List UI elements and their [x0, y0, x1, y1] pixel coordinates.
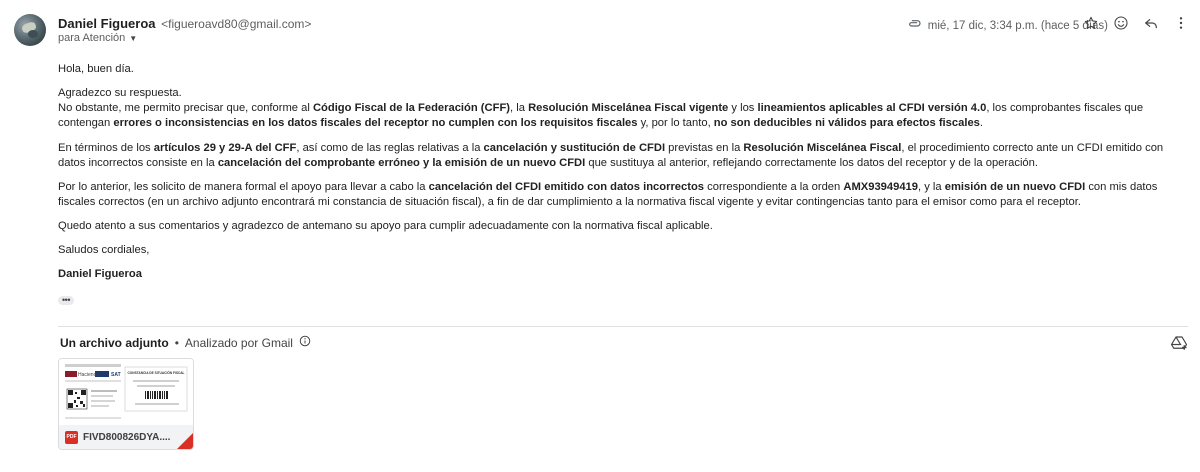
text-run: y los [728, 102, 758, 114]
more-vert-icon[interactable] [1170, 12, 1192, 34]
show-trimmed-content-button[interactable]: ••• [58, 296, 74, 305]
attachment-icon [906, 16, 922, 35]
bold-text: AMX93949419 [843, 181, 918, 193]
text-run: No obstante, me permito precisar que, conforme al [58, 102, 313, 114]
sender-avatar[interactable] [14, 14, 46, 46]
attachment-thumbnail [59, 359, 193, 425]
attachments-header [60, 335, 311, 350]
paragraph-3 [58, 180, 1168, 210]
thumb-brand-2: SAT [111, 372, 121, 378]
pdf-corner-fold-icon [177, 433, 193, 449]
divider [58, 326, 1188, 327]
bold-text: cancelación y sustitución de CFDI [483, 142, 666, 154]
sender-line [58, 16, 311, 31]
message-meta [906, 16, 1108, 35]
bold-text: Resolución Miscelánea Fiscal vigente [528, 102, 729, 114]
sender-name[interactable]: Daniel Figueroa [58, 16, 156, 31]
reply-icon[interactable] [1140, 12, 1162, 34]
attachment-name-bar [59, 425, 193, 449]
message-date: mié, 17 dic, 3:34 p.m. (hace 5 días) [927, 19, 1108, 32]
text-run: con mis datos fiscales correctos (en un archivo adjunto encontrará mi constancia de situación fiscal), a fin de dar cumplimiento a la normativa fiscal vigente y evitar contingencias tanto para el emisor como para el receptor. [58, 181, 1158, 208]
text-run: , la [510, 102, 529, 114]
closing: Saludos cordiales, [58, 244, 150, 256]
paragraph-2 [58, 141, 1168, 171]
recipient-line: para Atención [58, 32, 126, 44]
paragraph-1 [58, 102, 1143, 129]
thumb-title: CONSTANCIA DE SITUACIÓN FISCAL [127, 371, 185, 375]
body-line-thanks: Agradezco su respuesta. [58, 87, 182, 99]
text-run: , los comprobantes fiscales que contengan [58, 102, 1144, 129]
info-icon[interactable] [299, 335, 311, 350]
bold-text: no son deducibles ni válidos para efectos fiscales [713, 117, 980, 129]
bold-text: cancelación del comprobante erróneo y la emisión de un nuevo CFDI [217, 157, 586, 169]
message-body [58, 62, 1168, 291]
pdf-file-icon: PDF [65, 431, 78, 444]
text-run: , y la [918, 181, 945, 193]
bold-text: cancelación del CFDI emitido con datos incorrectos [428, 181, 705, 193]
text-run: que sustituya al anterior, reflejando correctamente los datos del receptor y de la operación. [585, 157, 1038, 169]
paragraph-4: Quedo atento a sus comentarios y agradezco de antemano su apoyo para cumplir adecuadamente con la normativa fiscal aplicable. [58, 220, 713, 232]
thumb-brand-1: Hacienda [78, 372, 100, 378]
scanned-by-label: Analizado por Gmail [184, 335, 293, 350]
bold-text: artículos 29 y 29-A del CFF [153, 142, 297, 154]
emoji-icon[interactable] [1110, 12, 1132, 34]
text-run: previstas en la [665, 142, 744, 154]
text-run: , el procedimiento correcto ante un CFDI emitido con datos incorrectos consiste en la [58, 142, 1164, 169]
text-run: . [979, 117, 983, 129]
attachment-card[interactable] [58, 358, 194, 450]
text-run: Por lo anterior, les solicito de manera formal el apoyo para llevar a cabo la [58, 181, 429, 193]
separator-dot: • [174, 335, 179, 350]
bold-text: lineamientos aplicables al CFDI versión 4.0 [757, 102, 987, 114]
attachments-title: Un archivo adjunto [60, 335, 169, 350]
chevron-down-icon[interactable]: ▼ [129, 33, 138, 43]
bold-text: Código Fiscal de la Federación (CFF) [312, 102, 511, 114]
add-to-drive-icon[interactable] [1170, 334, 1188, 352]
signature: Daniel Figueroa [58, 268, 142, 280]
bold-text: Resolución Miscelánea Fiscal [743, 142, 902, 154]
attachment-filename[interactable]: FIVD800826DYA.... [83, 431, 171, 443]
text-run: y, por lo tanto, [637, 117, 714, 129]
star-icon[interactable] [1080, 12, 1102, 34]
greeting: Hola, buen día. [58, 63, 134, 75]
bold-text: emisión de un nuevo CFDI [944, 181, 1086, 193]
sender-email: <figueroavd80@gmail.com> [161, 17, 312, 31]
text-run: En términos de los [58, 142, 154, 154]
text-run: , así como de las reglas relativas a la [296, 142, 484, 154]
recipient-details-toggle[interactable] [58, 32, 137, 44]
text-run: correspondiente a la orden [704, 181, 844, 193]
bold-text: errores o inconsistencias en los datos fiscales del receptor no cumplen con los requisitos fiscales [113, 117, 638, 129]
